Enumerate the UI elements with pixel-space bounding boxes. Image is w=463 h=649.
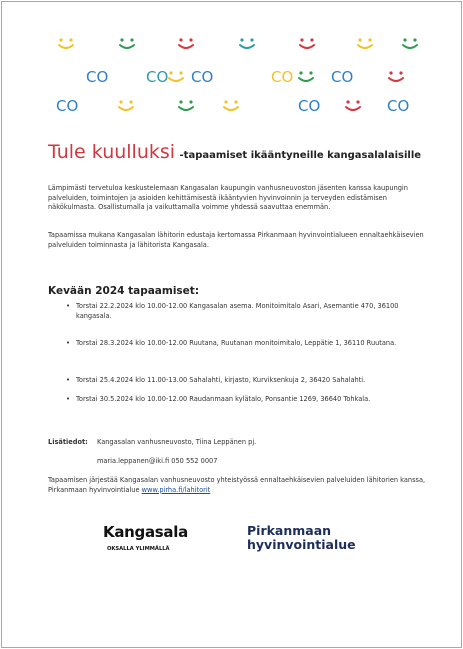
co-mark: CO: [387, 97, 410, 115]
smiley-icon: [385, 69, 407, 85]
pirha-logo: [247, 524, 356, 552]
co-mark: CO: [86, 68, 109, 86]
smiley-icon: [115, 98, 137, 114]
smiley-icon: [354, 36, 376, 52]
organizer-text: [48, 476, 428, 495]
event-item: [66, 376, 432, 386]
co-mark: CO: [146, 68, 169, 86]
page-title: Tule kuulluksi: [48, 141, 176, 163]
bullet-icon: •: [66, 339, 71, 347]
contact-label: Lisätiedot:: [48, 438, 88, 446]
event-text: Torstai 28.3.2024 klo 10.00-12.00 Ruutana, Ruutanan monitoimitalo, Leppätie 1, 36110 Ruutana.: [76, 339, 397, 347]
lahitorit-link[interactable]: www.pirha.fi/lahitorit: [141, 485, 211, 494]
smiley-icon: [399, 36, 421, 52]
co-mark: CO: [331, 68, 354, 86]
kangasala-logo: [103, 523, 188, 552]
co-mark: CO: [271, 68, 294, 86]
event-text: Torstai 25.4.2024 klo 11.00-13.00 Sahalahti, kirjasto, Kurviksenkuja 2, 36420 Sahalahti.: [76, 376, 366, 384]
intro-paragraph-lahitori: Tapaamissa mukana Kangasalan lähitorin edustaja kertomassa Pirkanmaan hyvinvointialueen ennaltaehkäisevien palveluiden toiminnasta ja lähitorista Kangasala.: [48, 231, 424, 249]
smiley-icon: [296, 36, 318, 52]
event-item: [66, 395, 432, 405]
smiley-icon: [175, 98, 197, 114]
event-text: Torstai 22.2.2024 klo 10.00-12.00 Kangasalan asema. Monitoimitalo Asari, Asemantie 470, 36100 kangasala.: [76, 302, 399, 320]
event-item: [66, 339, 432, 349]
headline: [48, 141, 421, 163]
pirha-logo-line2: hyvinvointialue: [247, 537, 356, 552]
smiley-icon: [295, 69, 317, 85]
smiley-icon: [116, 36, 138, 52]
co-mark: CO: [56, 97, 79, 115]
contact-email-phone: maria.leppanen@iki.fi 050 552 0007: [97, 457, 218, 465]
smiley-banner: [42, 32, 432, 122]
smiley-icon: [55, 36, 77, 52]
co-mark: CO: [191, 68, 214, 86]
bullet-icon: •: [66, 376, 71, 384]
smiley-icon: [236, 36, 258, 52]
smiley-icon: [175, 36, 197, 52]
schedule-heading: Kevään 2024 tapaamiset:: [48, 285, 200, 297]
co-mark: CO: [298, 97, 321, 115]
event-text: Torstai 30.5.2024 klo 10.00-12.00 Raudanmaan kylätalo, Ponsantie 1269, 36640 Tohkala.: [76, 395, 371, 403]
event-item: [66, 302, 432, 321]
smiley-icon: [165, 69, 187, 85]
smiley-icon: [342, 98, 364, 114]
intro-paragraph: Lämpimästi tervetuloa keskustelemaan Kangasalan kaupungin vanhusneuvoston jäsenten kanssa kaupungin palveluiden, toimintojen ja asioiden kehittämisestä ikääntyvien hyvinvoinnin ja terveyden edistämisen näkökulmasta. Osallistumalla ja vaikuttamalla voimme yhdessä saavuttaa enemmän.: [48, 184, 408, 212]
kangasala-logo-tagline: OKSALLA YLIMMÄLLÄ: [107, 546, 170, 552]
contact-name: Kangasalan vanhusneuvosto, Tiina Leppänen pj.: [97, 438, 257, 446]
smiley-icon: [220, 98, 242, 114]
bullet-icon: •: [66, 302, 71, 310]
organizer-sentence: Tapaamisen järjestää Kangasalan vanhusneuvosto yhteistyössä ennaltaehkäisevien palveluiden lähitorien kanssa, Pirkanmaan hyvinvointialue: [48, 476, 426, 494]
bullet-icon: •: [66, 395, 71, 403]
kangasala-logo-name: Kangasala: [103, 523, 188, 541]
document-page: [1, 1, 462, 648]
pirha-logo-line1: Pirkanmaan: [247, 523, 332, 538]
page-subtitle: -tapaamiset ikääntyneille kangasalalaisille: [179, 150, 422, 161]
